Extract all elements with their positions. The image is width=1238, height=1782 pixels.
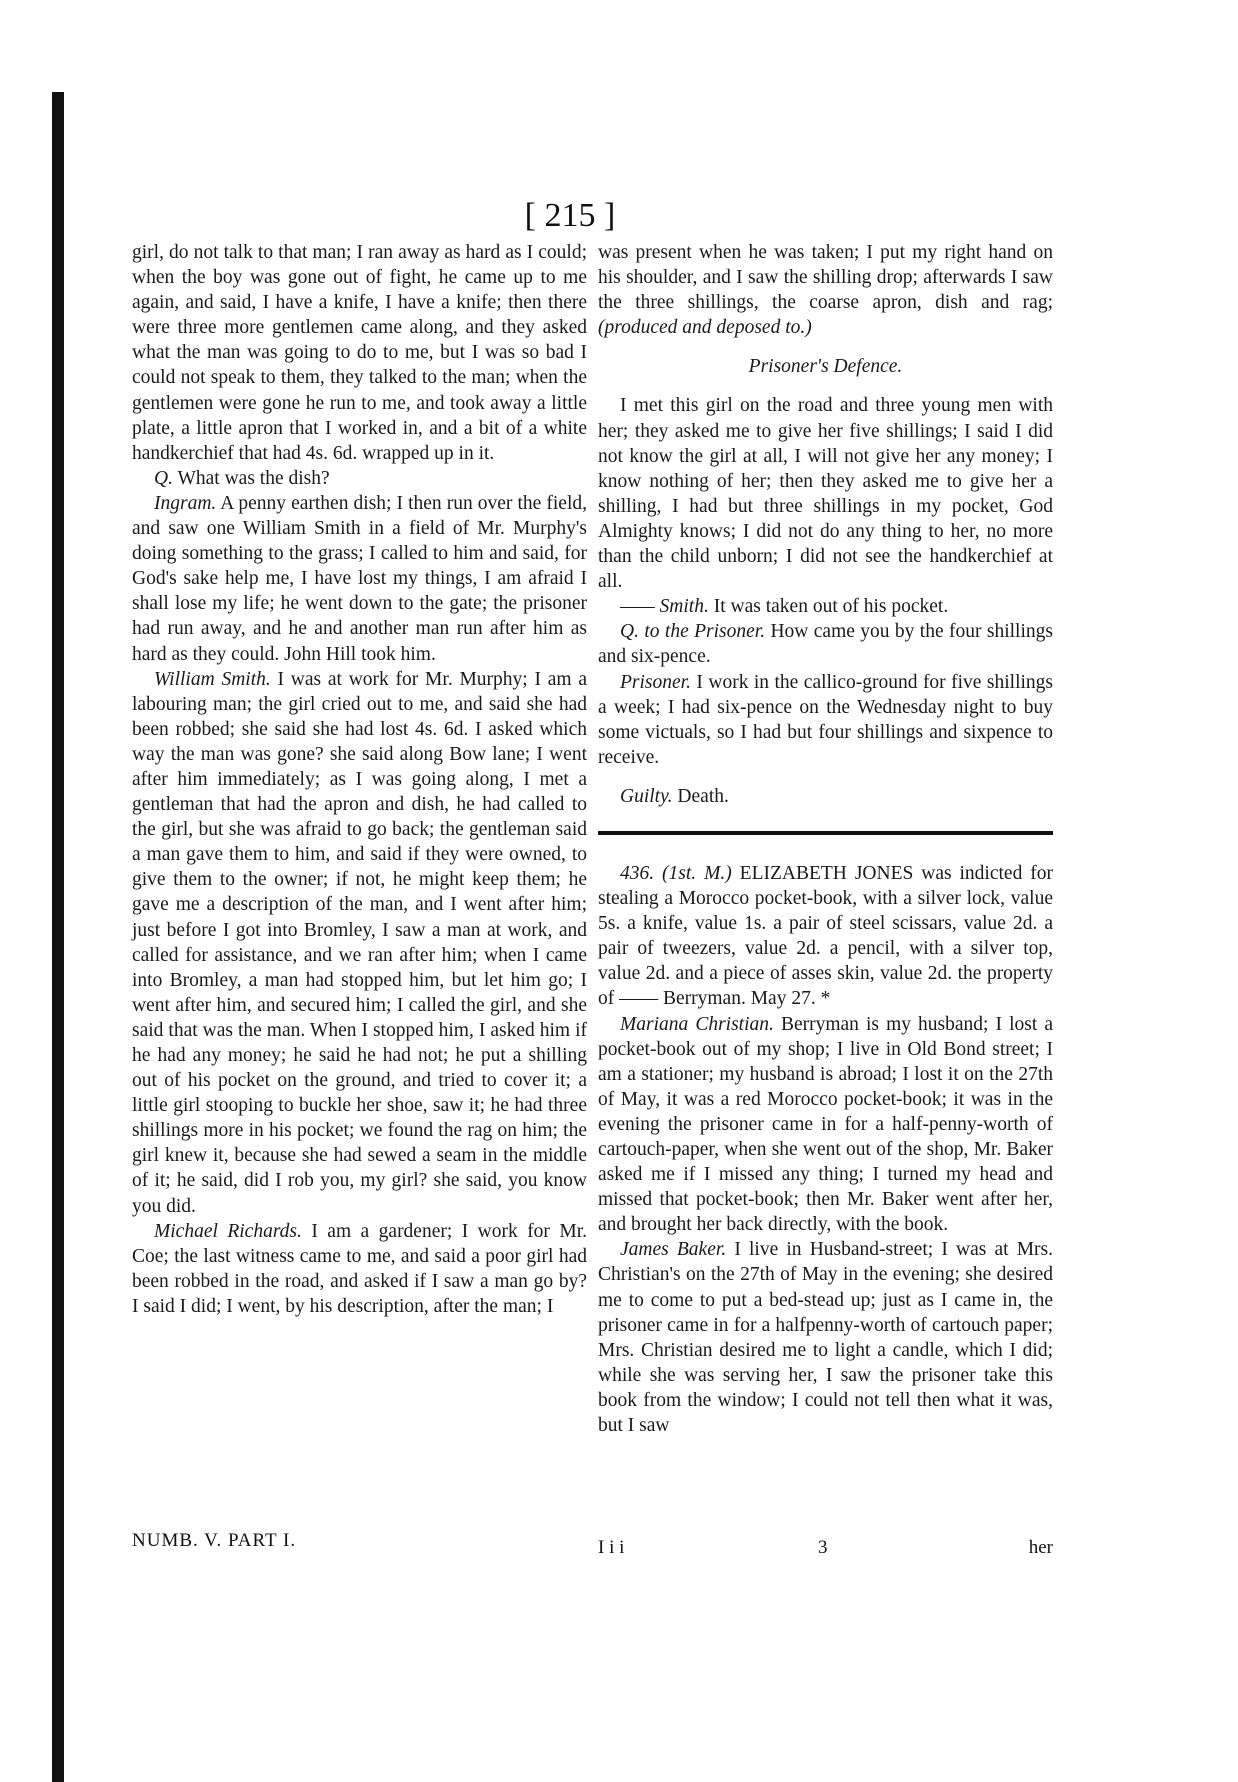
left-column xyxy=(132,240,587,1319)
speaker-name: Ingram. xyxy=(154,492,217,514)
paragraph xyxy=(598,240,1053,340)
paragraph-text: I met this girl on the road and three young men with her; they asked me to give her five shillings; I said I did not know the girl at all, I will not give her any money; I know nothing of her; then they asked me to give her a shilling, I had but three shillings in my pocket, God Almighty knows; I did not do any thing to her, no more than the child unborn; I did not see the handkerchief at all. xyxy=(598,395,1053,593)
paragraph xyxy=(598,594,1053,619)
right-column xyxy=(598,240,1053,1438)
page-number: [ 215 ] xyxy=(524,197,616,234)
speaker-name: William Smith. xyxy=(154,668,271,690)
speaker-name: Mariana Christian. xyxy=(620,1013,774,1035)
paragraph-text: What was the dish? xyxy=(172,467,330,489)
speaker-name: Michael Richards. xyxy=(154,1220,302,1242)
paragraph-text: I live in Husband-street; I was at Mrs. Christian's on the 27th of May in the evening; she desired me to come to put a bed-stead up; just as I came in, the prisoner came in for a halfpenny-worth of cartouch paper; Mrs. Christian desired me to light a candle, which I did; while she was serving her, I saw the prisoner take this book from the window; I could not tell then what it was, but I saw xyxy=(598,1239,1053,1437)
paragraph-text: I work in the callico-ground for five shillings a week; I had six-pence on the Wednesday night to buy some victuals, so I had but four shillings and sixpence to receive. xyxy=(598,671,1053,768)
paragraph-text: A penny earthen dish; I then run over the field, and saw one William Smith in a field of Mr. Murphy's doing something to the grass; I called to him and said, for God's sake help me, I have lost my things, I am afraid I shall lose my life; he went down to the gate; the prisoner had run away, and he and another man run after him as hard as they could. John Hill took him. xyxy=(132,492,587,665)
paragraph xyxy=(598,1237,1053,1438)
verdict xyxy=(598,784,1053,809)
paragraph-text: I am a gardener; I work for Mr. Coe; the last witness came to me, and said a poor girl had been robbed in the road, and asked if I saw a man go by? I said I did; I went, by his description, after the man; I xyxy=(132,1220,588,1317)
paragraph-text: It was taken out of his pocket. xyxy=(708,596,949,618)
verdict-label: Guilty. xyxy=(620,785,673,807)
speaker-name: —— Smith. xyxy=(620,596,709,618)
paragraph-italic-note: (produced and deposed to.) xyxy=(598,317,812,339)
section-divider xyxy=(598,831,1053,835)
speaker-name: Q. xyxy=(154,467,173,489)
speaker-name: Q. to the Prisoner. xyxy=(620,621,766,643)
case-number: 436. (1st. M.) xyxy=(620,862,732,884)
paragraph xyxy=(598,619,1053,669)
paragraph xyxy=(598,670,1053,770)
verdict-sentence: Death. xyxy=(677,785,729,807)
speaker-name: Prisoner. xyxy=(620,671,691,693)
paragraph-text: girl, do not talk to that man; I ran away as hard as I could; when the boy was gone out of fight, he came up to me again, and said, I have a knife, I have a knife; then there were three more gentlemen came along, and they asked what the man was going to do to me, but I was so bad I could not speak to them, they talked to the man; when the gentlemen were gone he run to me, and took away a little plate, a little apron that I worked in, and a bit of a white handkerchief that had 4s. 6d. wrapped up in it. xyxy=(132,242,587,464)
paragraph-text: was present when he was taken; I put my right hand on his shoulder, and I saw the shilling drop; afterwards I saw the three shillings, the coarse apron, dish and rag; xyxy=(598,242,1053,314)
paragraph xyxy=(132,667,587,1219)
paragraph xyxy=(598,393,1053,594)
paragraph xyxy=(598,861,1053,1012)
paragraph-text: I was at work for Mr. Murphy; I am a labouring man; the girl cried out to me, and said she had been robbed; she said she had lost 4s. 6d. I asked which way the man was gone? she said along Bow lane; I went after him immediately; as I was going along, I met a gentleman that had the apron and dish, he had called to the girl, but she was afraid to go back; the gentleman said a man gave them to him, and said if they were owned, to give them to the owner; if not, he might keep them; he gave me a description of the man, and I went after him; just before I got into Bromley, I saw a man at work, and called for assistance, and we ran after him; when I came into Bromley, a man had stopped him, but let him go; I went after him, and secured him; I called the girl, and she said that was the man. When I stopped him, I asked him if he had any money; he said he had not; he put a shilling out of his pocket on the ground, and tried to cover it; a little girl stooping to buckle her shoe, saw it; he had three shillings more in his pocket; we found the rag on him; the girl knew it, because she had sewed a seam in the middle of it; he said, did I rob you, my girl? she said, you know you did. xyxy=(132,668,587,1217)
section-heading: Prisoner's Defence. xyxy=(748,356,903,378)
paragraph xyxy=(132,491,587,667)
paragraph-text: Berryman is my husband; I lost a pocket-book out of my shop; I live in Old Bond street; I am a stationer; my husband is abroad; I lost it on the 27th of May, it was a red Morocco pocket-book; it was in the evening the prisoner came in for a half-penny-worth of cartouch-paper, when she went out of the shop, Mr. Baker asked me if I missed any thing; I turned my head and missed that pocket-book; then Mr. Baker went after her, and brought her back directly, with the book. xyxy=(598,1013,1053,1236)
paragraph-text: ELIZABETH JONES was indicted for stealing a Morocco pocket-book, with a silver lock, value 5s. a knife, value 1s. a pair of steel scissars, value 2d. a pair of tweezers, value 2d. a pencil, with a silver top, value 2d. and a piece of asses skin, value 2d. the property of —— Berryman. May 27. * xyxy=(598,862,1053,1010)
signature-mark: NUMB. V. PART I. xyxy=(132,1530,297,1551)
paragraph xyxy=(132,466,587,491)
paragraph xyxy=(132,1219,587,1319)
paragraph xyxy=(598,1012,1053,1238)
catchword: her xyxy=(1028,1537,1053,1558)
page-gutter-shadow xyxy=(52,92,64,1782)
speaker-name: James Baker. xyxy=(620,1239,727,1261)
signature-letters: I i i xyxy=(598,1537,625,1558)
paragraph-text: How came you by the four shillings and six-pence. xyxy=(598,621,1053,668)
paragraph xyxy=(132,240,587,466)
signature-number: 3 xyxy=(818,1537,828,1558)
page-binding-edge xyxy=(0,0,28,1773)
